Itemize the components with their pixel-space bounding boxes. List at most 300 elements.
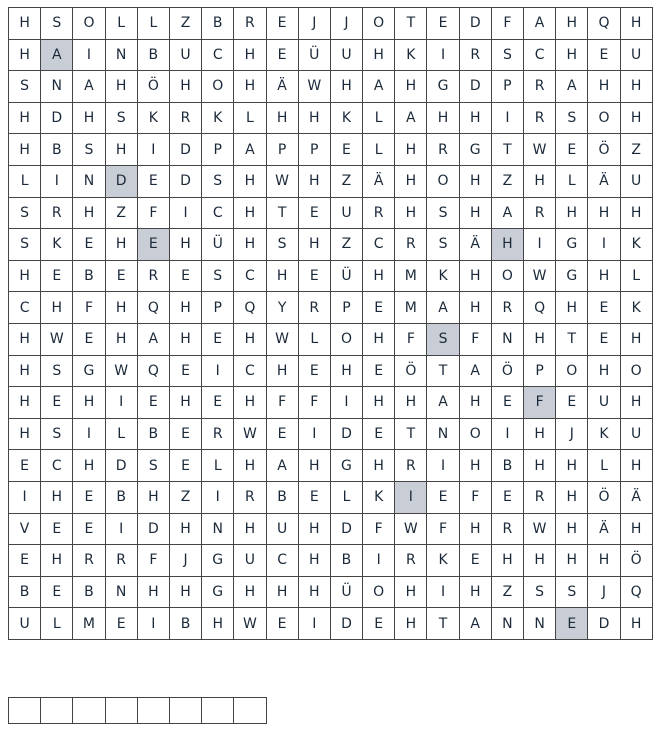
letter-cell[interactable]: W [234,418,266,450]
letter-cell[interactable]: R [137,260,169,292]
letter-cell[interactable]: J [556,418,588,450]
letter-cell[interactable]: E [363,292,395,324]
answer-cell[interactable] [9,698,41,724]
letter-cell[interactable]: E [427,481,459,513]
letter-cell[interactable]: W [395,513,427,545]
letter-cell[interactable]: I [137,134,169,166]
letter-cell[interactable]: K [427,545,459,577]
letter-cell[interactable]: Q [524,292,556,324]
letter-cell[interactable]: R [73,545,105,577]
letter-cell[interactable]: U [620,418,652,450]
letter-cell[interactable]: Q [588,8,620,40]
letter-cell[interactable]: Ü [330,576,362,608]
letter-cell[interactable]: A [266,450,298,482]
letter-cell[interactable]: Ä [266,71,298,103]
letter-cell[interactable]: E [9,545,41,577]
letter-cell[interactable]: H [266,260,298,292]
letter-cell[interactable]: H [459,292,491,324]
answer-cell[interactable] [73,698,105,724]
letter-cell[interactable]: D [588,608,620,640]
letter-cell[interactable]: F [395,323,427,355]
letter-cell[interactable]: Z [491,576,523,608]
letter-cell[interactable]: P [266,134,298,166]
letter-cell[interactable]: N [105,39,137,71]
letter-cell[interactable]: A [363,71,395,103]
letter-cell[interactable]: H [234,165,266,197]
answer-cell[interactable] [202,698,234,724]
letter-cell[interactable]: D [169,165,201,197]
letter-cell[interactable]: E [459,545,491,577]
letter-cell[interactable]: I [202,481,234,513]
letter-cell[interactable]: N [202,513,234,545]
letter-cell[interactable]: E [363,418,395,450]
letter-cell[interactable]: E [491,481,523,513]
letter-cell[interactable]: U [620,165,652,197]
letter-cell[interactable]: L [298,323,330,355]
letter-cell[interactable]: K [363,481,395,513]
letter-cell[interactable]: H [556,197,588,229]
letter-cell[interactable]: Z [169,8,201,40]
letter-cell[interactable]: H [556,39,588,71]
letter-cell[interactable]: F [137,545,169,577]
letter-cell[interactable]: A [491,197,523,229]
letter-cell[interactable]: A [41,39,73,71]
letter-cell[interactable]: Ö [395,355,427,387]
letter-cell[interactable]: I [491,102,523,134]
answer-cell[interactable] [169,698,201,724]
letter-cell[interactable]: H [73,387,105,419]
letter-cell[interactable]: A [137,323,169,355]
letter-cell[interactable]: Ü [330,260,362,292]
letter-cell[interactable]: R [41,197,73,229]
letter-cell[interactable]: J [298,8,330,40]
letter-cell[interactable]: K [620,229,652,261]
letter-cell[interactable]: Z [169,481,201,513]
letter-cell[interactable]: H [459,165,491,197]
letter-cell[interactable]: H [524,450,556,482]
letter-cell[interactable]: E [588,323,620,355]
letter-cell[interactable]: Ö [588,481,620,513]
letter-cell[interactable]: H [41,545,73,577]
letter-cell[interactable]: I [137,608,169,640]
letter-cell[interactable]: E [73,229,105,261]
letter-cell[interactable]: H [234,387,266,419]
letter-cell[interactable]: W [234,608,266,640]
letter-cell[interactable]: O [491,260,523,292]
letter-cell[interactable]: H [491,545,523,577]
letter-cell[interactable]: F [459,481,491,513]
letter-cell[interactable]: H [169,323,201,355]
letter-cell[interactable]: F [363,513,395,545]
letter-cell[interactable]: N [427,418,459,450]
letter-cell[interactable]: M [395,260,427,292]
letter-cell[interactable]: N [73,165,105,197]
letter-cell[interactable]: Z [330,229,362,261]
letter-cell[interactable]: L [137,8,169,40]
letter-cell[interactable]: G [202,545,234,577]
letter-cell[interactable]: H [524,323,556,355]
letter-cell[interactable]: H [105,229,137,261]
letter-cell[interactable]: B [266,481,298,513]
letter-cell[interactable]: H [620,197,652,229]
letter-cell[interactable]: C [524,39,556,71]
letter-cell[interactable]: H [395,387,427,419]
letter-cell[interactable]: E [73,481,105,513]
letter-cell[interactable]: E [298,481,330,513]
letter-cell[interactable]: S [427,323,459,355]
letter-cell[interactable]: S [556,102,588,134]
letter-cell[interactable]: P [202,292,234,324]
letter-cell[interactable]: H [298,229,330,261]
letter-cell[interactable]: P [491,71,523,103]
letter-cell[interactable]: H [363,39,395,71]
letter-cell[interactable]: B [9,576,41,608]
letter-cell[interactable]: Ä [588,513,620,545]
letter-cell[interactable]: Y [266,292,298,324]
letter-cell[interactable]: A [459,608,491,640]
letter-cell[interactable]: E [73,323,105,355]
letter-cell[interactable]: R [524,102,556,134]
letter-cell[interactable]: H [620,323,652,355]
letter-cell[interactable]: K [588,418,620,450]
letter-cell[interactable]: H [620,608,652,640]
letter-cell[interactable]: I [41,165,73,197]
letter-cell[interactable]: E [169,450,201,482]
letter-cell[interactable]: C [9,292,41,324]
letter-cell[interactable]: Ö [137,71,169,103]
letter-cell[interactable]: I [395,481,427,513]
letter-cell[interactable]: H [491,229,523,261]
letter-cell[interactable]: H [105,71,137,103]
letter-cell[interactable]: D [105,450,137,482]
letter-cell[interactable]: H [9,8,41,40]
letter-cell[interactable]: H [9,260,41,292]
letter-cell[interactable]: Ö [491,355,523,387]
letter-cell[interactable]: B [41,134,73,166]
letter-cell[interactable]: H [169,513,201,545]
letter-cell[interactable]: O [620,355,652,387]
letter-cell[interactable]: R [459,39,491,71]
letter-cell[interactable]: R [202,418,234,450]
letter-cell[interactable]: H [234,197,266,229]
letter-cell[interactable]: U [330,39,362,71]
letter-cell[interactable]: B [330,545,362,577]
letter-cell[interactable]: H [620,8,652,40]
letter-cell[interactable]: A [234,134,266,166]
letter-cell[interactable]: T [556,323,588,355]
letter-cell[interactable]: H [459,197,491,229]
letter-cell[interactable]: J [588,576,620,608]
letter-cell[interactable]: E [266,39,298,71]
letter-cell[interactable]: L [330,481,362,513]
letter-cell[interactable]: H [556,513,588,545]
letter-cell[interactable]: H [234,71,266,103]
letter-cell[interactable]: R [363,197,395,229]
letter-cell[interactable]: R [395,229,427,261]
letter-cell[interactable]: H [459,513,491,545]
letter-cell[interactable]: T [427,355,459,387]
letter-cell[interactable]: W [266,323,298,355]
letter-cell[interactable]: F [137,197,169,229]
letter-cell[interactable]: H [137,576,169,608]
letter-cell[interactable]: C [234,355,266,387]
letter-cell[interactable]: H [395,576,427,608]
letter-cell[interactable]: A [73,71,105,103]
letter-cell[interactable]: E [266,8,298,40]
letter-cell[interactable]: S [266,229,298,261]
letter-cell[interactable]: F [459,323,491,355]
letter-cell[interactable]: O [588,102,620,134]
letter-cell[interactable]: L [202,450,234,482]
letter-cell[interactable]: H [105,134,137,166]
letter-cell[interactable]: H [73,197,105,229]
letter-cell[interactable]: C [363,229,395,261]
letter-cell[interactable]: H [524,418,556,450]
letter-cell[interactable]: T [395,8,427,40]
letter-cell[interactable]: U [234,545,266,577]
letter-cell[interactable]: E [588,39,620,71]
letter-cell[interactable]: F [73,292,105,324]
letter-cell[interactable]: E [9,450,41,482]
letter-cell[interactable]: R [491,292,523,324]
letter-cell[interactable]: M [73,608,105,640]
letter-cell[interactable]: S [202,165,234,197]
letter-cell[interactable]: C [202,197,234,229]
letter-cell[interactable]: L [363,134,395,166]
letter-cell[interactable]: H [9,355,41,387]
letter-cell[interactable]: E [298,260,330,292]
letter-cell[interactable]: J [169,545,201,577]
letter-cell[interactable]: B [73,260,105,292]
letter-cell[interactable]: R [234,481,266,513]
letter-cell[interactable]: N [491,323,523,355]
letter-cell[interactable]: W [524,513,556,545]
letter-cell[interactable]: V [9,513,41,545]
letter-cell[interactable]: H [73,102,105,134]
letter-cell[interactable]: M [395,292,427,324]
letter-cell[interactable]: S [105,102,137,134]
letter-cell[interactable]: R [298,292,330,324]
letter-cell[interactable]: E [330,134,362,166]
letter-cell[interactable]: R [105,545,137,577]
letter-cell[interactable]: H [169,71,201,103]
answer-cell[interactable] [234,698,266,724]
letter-cell[interactable]: R [169,102,201,134]
letter-cell[interactable]: O [427,165,459,197]
letter-cell[interactable]: S [137,450,169,482]
letter-cell[interactable]: R [524,197,556,229]
letter-cell[interactable]: S [9,229,41,261]
letter-cell[interactable]: E [556,608,588,640]
letter-cell[interactable]: H [298,545,330,577]
letter-cell[interactable]: H [41,292,73,324]
letter-cell[interactable]: H [524,545,556,577]
letter-cell[interactable]: H [620,450,652,482]
letter-cell[interactable]: I [427,450,459,482]
letter-cell[interactable]: O [363,8,395,40]
letter-cell[interactable]: H [137,481,169,513]
letter-cell[interactable]: C [266,545,298,577]
letter-cell[interactable]: A [556,71,588,103]
letter-cell[interactable]: H [395,71,427,103]
letter-cell[interactable]: W [524,260,556,292]
letter-cell[interactable]: H [298,576,330,608]
letter-cell[interactable]: A [524,8,556,40]
letter-cell[interactable]: I [298,608,330,640]
letter-cell[interactable]: A [459,355,491,387]
letter-cell[interactable]: H [202,608,234,640]
letter-cell[interactable]: W [41,323,73,355]
letter-cell[interactable]: H [9,134,41,166]
letter-cell[interactable]: R [395,545,427,577]
letter-cell[interactable]: Z [620,134,652,166]
letter-cell[interactable]: R [427,134,459,166]
letter-cell[interactable]: I [330,387,362,419]
letter-cell[interactable]: Ä [620,481,652,513]
letter-cell[interactable]: K [395,39,427,71]
letter-cell[interactable]: H [363,323,395,355]
letter-cell[interactable]: O [459,418,491,450]
letter-cell[interactable]: E [202,387,234,419]
letter-cell[interactable]: H [620,387,652,419]
letter-cell[interactable]: H [169,292,201,324]
letter-cell[interactable]: T [427,608,459,640]
letter-cell[interactable]: W [266,165,298,197]
letter-cell[interactable]: D [459,71,491,103]
letter-cell[interactable]: H [427,102,459,134]
letter-cell[interactable]: E [73,513,105,545]
letter-cell[interactable]: I [491,418,523,450]
letter-cell[interactable]: H [9,102,41,134]
letter-cell[interactable]: A [395,102,427,134]
letter-cell[interactable]: S [427,229,459,261]
letter-cell[interactable]: P [330,292,362,324]
letter-cell[interactable]: K [620,292,652,324]
letter-cell[interactable]: L [105,418,137,450]
letter-cell[interactable]: D [330,418,362,450]
letter-cell[interactable]: S [73,134,105,166]
letter-cell[interactable]: H [298,450,330,482]
letter-cell[interactable]: H [298,165,330,197]
letter-cell[interactable]: E [41,260,73,292]
letter-cell[interactable]: H [395,165,427,197]
letter-cell[interactable]: I [524,229,556,261]
letter-cell[interactable]: Ü [298,39,330,71]
letter-cell[interactable]: G [556,260,588,292]
letter-cell[interactable]: H [620,71,652,103]
letter-cell[interactable]: A [427,387,459,419]
letter-cell[interactable]: F [266,387,298,419]
letter-cell[interactable]: E [298,197,330,229]
letter-cell[interactable]: H [395,197,427,229]
letter-cell[interactable]: H [9,39,41,71]
letter-cell[interactable]: E [556,134,588,166]
letter-cell[interactable]: H [588,355,620,387]
letter-cell[interactable]: G [427,71,459,103]
letter-cell[interactable]: U [588,387,620,419]
letter-cell[interactable]: H [363,260,395,292]
letter-cell[interactable]: Ä [588,165,620,197]
letter-cell[interactable]: I [9,481,41,513]
letter-cell[interactable]: H [395,134,427,166]
letter-cell[interactable]: R [524,71,556,103]
letter-cell[interactable]: B [105,481,137,513]
letter-cell[interactable]: W [298,71,330,103]
letter-cell[interactable]: Q [137,355,169,387]
letter-cell[interactable]: L [234,102,266,134]
letter-cell[interactable]: H [234,229,266,261]
letter-cell[interactable]: H [330,355,362,387]
letter-cell[interactable]: F [427,513,459,545]
letter-cell[interactable]: E [137,229,169,261]
letter-cell[interactable]: E [363,608,395,640]
letter-cell[interactable]: L [363,102,395,134]
letter-cell[interactable]: R [524,481,556,513]
letter-cell[interactable]: I [427,576,459,608]
letter-cell[interactable]: I [363,545,395,577]
letter-cell[interactable]: S [41,418,73,450]
letter-cell[interactable]: H [169,229,201,261]
letter-cell[interactable]: E [41,513,73,545]
letter-cell[interactable]: E [169,418,201,450]
letter-cell[interactable]: B [491,450,523,482]
letter-cell[interactable]: U [266,513,298,545]
letter-cell[interactable]: H [556,292,588,324]
letter-cell[interactable]: O [363,576,395,608]
letter-cell[interactable]: H [73,450,105,482]
letter-cell[interactable]: U [9,608,41,640]
letter-cell[interactable]: C [202,39,234,71]
letter-cell[interactable]: H [9,323,41,355]
answer-cell[interactable] [137,698,169,724]
letter-cell[interactable]: H [556,545,588,577]
letter-cell[interactable]: Ü [202,229,234,261]
letter-cell[interactable]: F [524,387,556,419]
letter-cell[interactable]: B [137,418,169,450]
letter-cell[interactable]: Ä [459,229,491,261]
letter-cell[interactable]: H [234,323,266,355]
letter-cell[interactable]: I [427,39,459,71]
letter-cell[interactable]: H [363,450,395,482]
letter-cell[interactable]: Ö [620,545,652,577]
letter-cell[interactable]: I [588,229,620,261]
letter-cell[interactable]: B [202,8,234,40]
letter-cell[interactable]: G [330,450,362,482]
letter-cell[interactable]: U [330,197,362,229]
letter-cell[interactable]: A [427,292,459,324]
letter-cell[interactable]: H [524,165,556,197]
letter-cell[interactable]: H [395,608,427,640]
letter-cell[interactable]: K [202,102,234,134]
letter-cell[interactable]: H [459,102,491,134]
letter-cell[interactable]: Q [620,576,652,608]
letter-cell[interactable]: O [202,71,234,103]
letter-cell[interactable]: E [363,355,395,387]
letter-cell[interactable]: I [169,197,201,229]
letter-cell[interactable]: K [427,260,459,292]
letter-cell[interactable]: L [9,165,41,197]
letter-cell[interactable]: I [105,387,137,419]
letter-cell[interactable]: P [298,134,330,166]
letter-cell[interactable]: U [169,39,201,71]
answer-cell[interactable] [105,698,137,724]
letter-cell[interactable]: J [330,8,362,40]
letter-cell[interactable]: H [588,71,620,103]
letter-cell[interactable]: I [105,513,137,545]
letter-cell[interactable]: E [427,8,459,40]
letter-cell[interactable]: R [395,450,427,482]
letter-cell[interactable]: S [41,355,73,387]
